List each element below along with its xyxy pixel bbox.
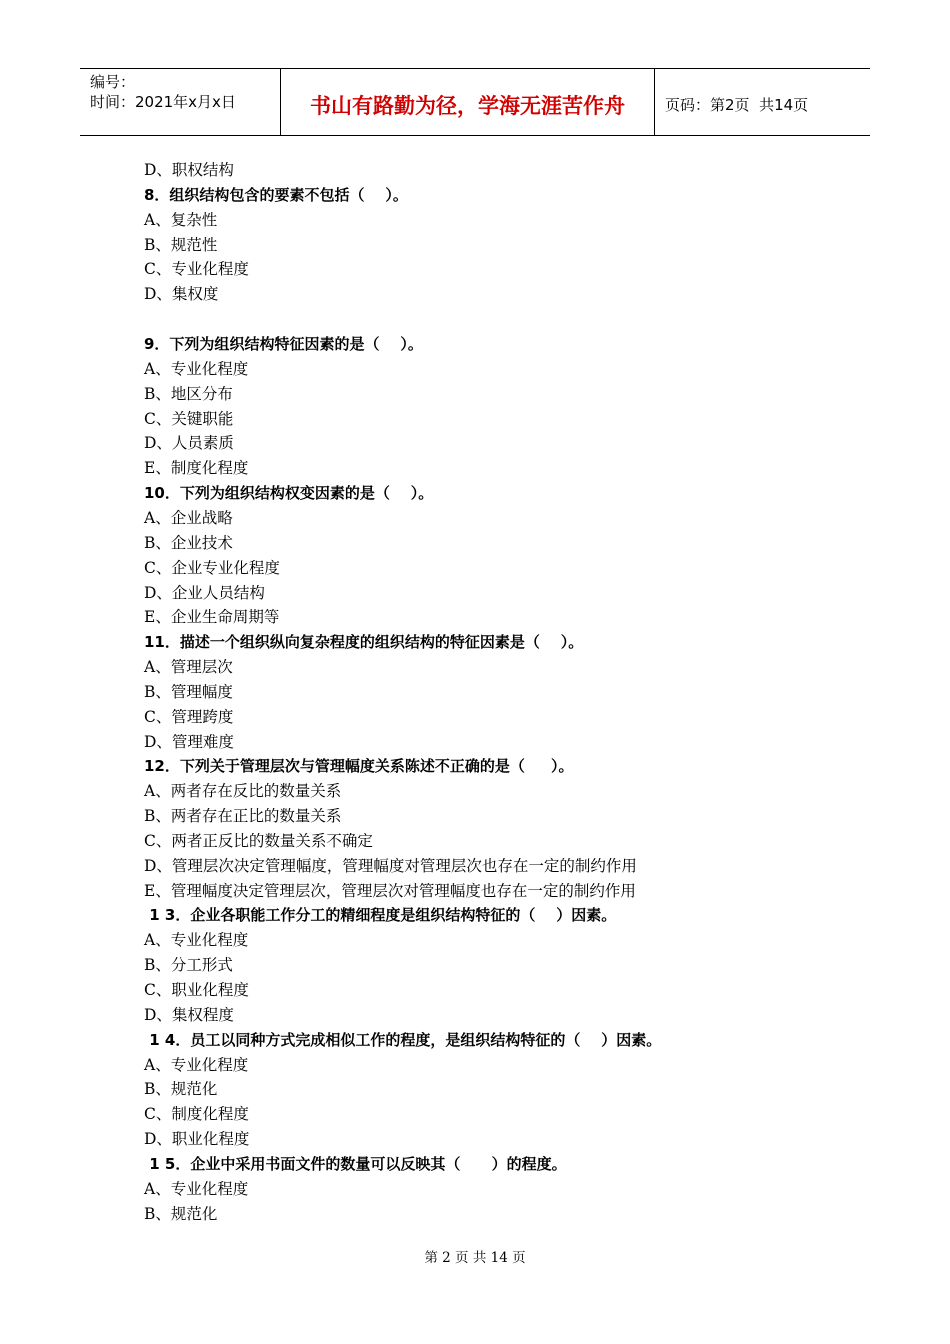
header-page-info: 页码：第2页 共14页 [665,95,809,114]
answer-option: A、管理层次 [144,658,233,677]
answer-option: A、复杂性 [144,210,218,229]
question-title: 1 4．员工以同种方式完成相似工作的程度，是组织结构特征的（ ）因素。 [144,1030,662,1049]
answer-option: B、管理幅度 [144,682,233,701]
answer-option: C、制度化程度 [144,1105,249,1124]
time-label: 时间：2021年x月x日 [90,93,236,111]
question-title: 11．描述一个组织纵向复杂程度的组织结构的特征因素是（ ）。 [144,633,584,652]
answer-option: A、专业化程度 [144,1179,249,1198]
question-title: 8．组织结构包含的要素不包括（ ）。 [144,185,408,204]
question-title: 9．下列为组织结构特征因素的是（ ）。 [144,335,423,354]
answer-option: D、企业人员结构 [144,583,265,602]
answer-option: E、企业生命周期等 [144,608,280,627]
answer-option: B、规范化 [144,1080,218,1099]
answer-option: B、规范化 [144,1204,218,1223]
answer-option: B、分工形式 [144,956,233,975]
question-title: 1 5．企业中采用书面文件的数量可以反映其（ ）的程度。 [144,1154,567,1173]
answer-option: D、集权程度 [144,1005,234,1024]
answer-option: B、企业技术 [144,533,233,552]
number-label: 编号： [90,73,136,91]
page-footer: 第 2 页 共 14 页 [424,1250,526,1266]
header-motto: 书山有路勤为径，学海无涯苦作舟 [281,69,655,135]
answer-option: A、企业战略 [144,508,233,527]
question-list [144,158,864,1226]
answer-option: A、专业化程度 [144,359,249,378]
blank-line [144,307,864,332]
header-meta [80,69,281,135]
answer-option: C、企业专业化程度 [144,558,280,577]
answer-option: D、职业化程度 [144,1130,250,1149]
answer-option: C、关键职能 [144,409,234,428]
question-title: 12．下列关于管理层次与管理幅度关系陈述不正确的是（ ）。 [144,757,574,776]
answer-option: E、管理幅度决定管理层次，管理层次对管理幅度也存在一定的制约作用 [144,881,636,900]
answer-option: A、专业化程度 [144,931,249,950]
answer-option: B、规范性 [144,235,218,254]
answer-option: D、集权度 [144,285,219,304]
answer-option: C、两者正反比的数量关系不确定 [144,831,373,850]
answer-option: D、管理层次决定管理幅度，管理幅度对管理层次也存在一定的制约作用 [144,856,637,875]
answer-option: C、专业化程度 [144,260,249,279]
question-title: 1 3．企业各职能工作分工的精细程度是组织结构特征的（ ）因素。 [144,906,617,925]
question-title: 10．下列为组织结构权变因素的是（ ）。 [144,484,434,503]
answer-option: D、职权结构 [144,161,234,179]
answer-option: B、两者存在正比的数量关系 [144,807,342,826]
answer-option: A、两者存在反比的数量关系 [144,782,342,801]
answer-option: C、管理跨度 [144,707,234,726]
page-header [80,68,870,136]
answer-option: E、制度化程度 [144,459,249,478]
answer-option: A、专业化程度 [144,1055,249,1074]
answer-option: D、管理难度 [144,732,234,751]
answer-option: D、人员素质 [144,434,234,453]
answer-option: C、职业化程度 [144,981,249,999]
answer-option: B、地区分布 [144,384,233,403]
